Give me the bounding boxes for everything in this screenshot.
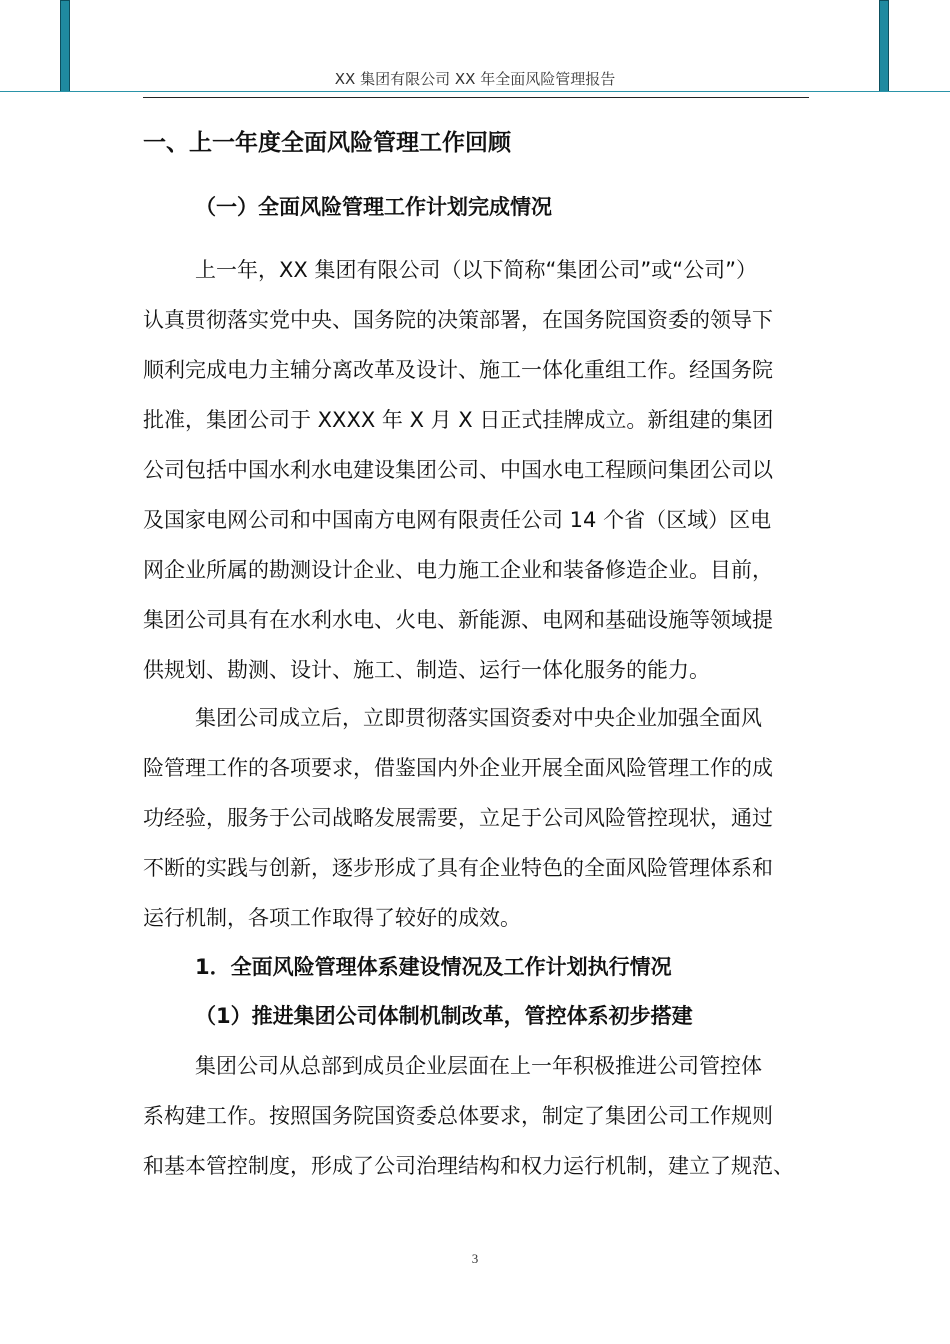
paragraph-line: 险管理工作的各项要求，借鉴国内外企业开展全面风险管理工作的成 [143, 756, 773, 780]
running-header: XX 集团有限公司 XX 年全面风险管理报告 [334, 70, 616, 88]
item-heading: 1．全面风险管理体系建设情况及工作计划执行情况 [195, 955, 672, 979]
page-frame-line [0, 91, 950, 92]
paragraph-line: 和基本管控制度，形成了公司治理结构和权力运行机制，建立了规范、 [143, 1154, 794, 1178]
paragraph-line: 运行机制，各项工作取得了较好的成效。 [143, 906, 521, 930]
paragraph-line: 集团公司从总部到成员企业层面在上一年积极推进公司管控体 [195, 1054, 762, 1078]
paragraph-line: 功经验，服务于公司战略发展需要，立足于公司风险管控现状，通过 [143, 806, 773, 830]
paragraph-line: 集团公司具有在水利水电、火电、新能源、电网和基础设施等领域提 [143, 608, 773, 632]
item-subheading: （1）推进集团公司体制机制改革，管控体系初步搭建 [195, 1004, 693, 1028]
paragraph-line: 供规划、勘测、设计、施工、制造、运行一体化服务的能力。 [143, 658, 710, 682]
paragraph-line: 不断的实践与创新，逐步形成了具有企业特色的全面风险管理体系和 [143, 856, 773, 880]
header-rule [143, 97, 809, 98]
paragraph-line: 网企业所属的勘测设计企业、电力施工企业和装备修造企业。目前， [143, 558, 773, 582]
paragraph-line: 顺利完成电力主辅分离改革及设计、施工一体化重组工作。经国务院 [143, 358, 773, 382]
paragraph-line: 及国家电网公司和中国南方电网有限责任公司 14 个省（区域）区电 [143, 508, 772, 532]
page-number: 3 [471, 1251, 479, 1266]
paragraph-line: 批准，集团公司于 XXXX 年 X 月 X 日正式挂牌成立。新组建的集团 [143, 408, 774, 432]
paragraph-line: 公司包括中国水利水电建设集团公司、中国水电工程顾问集团公司以 [143, 458, 773, 482]
paragraph-line: 集团公司成立后，立即贯彻落实国资委对中央企业加强全面风 [195, 706, 762, 730]
paragraph-line: 认真贯彻落实党中央、国务院的决策部署，在国务院国资委的领导下 [143, 308, 773, 332]
paragraph-line: 上一年，XX 集团有限公司（以下简称“集团公司”或“公司”） [195, 258, 757, 282]
paragraph-line: 系构建工作。按照国务院国资委总体要求，制定了集团公司工作规则 [143, 1104, 773, 1128]
section-heading: 一、上一年度全面风险管理工作回顾 [143, 130, 511, 156]
subsection-heading: （一）全面风险管理工作计划完成情况 [195, 195, 552, 219]
